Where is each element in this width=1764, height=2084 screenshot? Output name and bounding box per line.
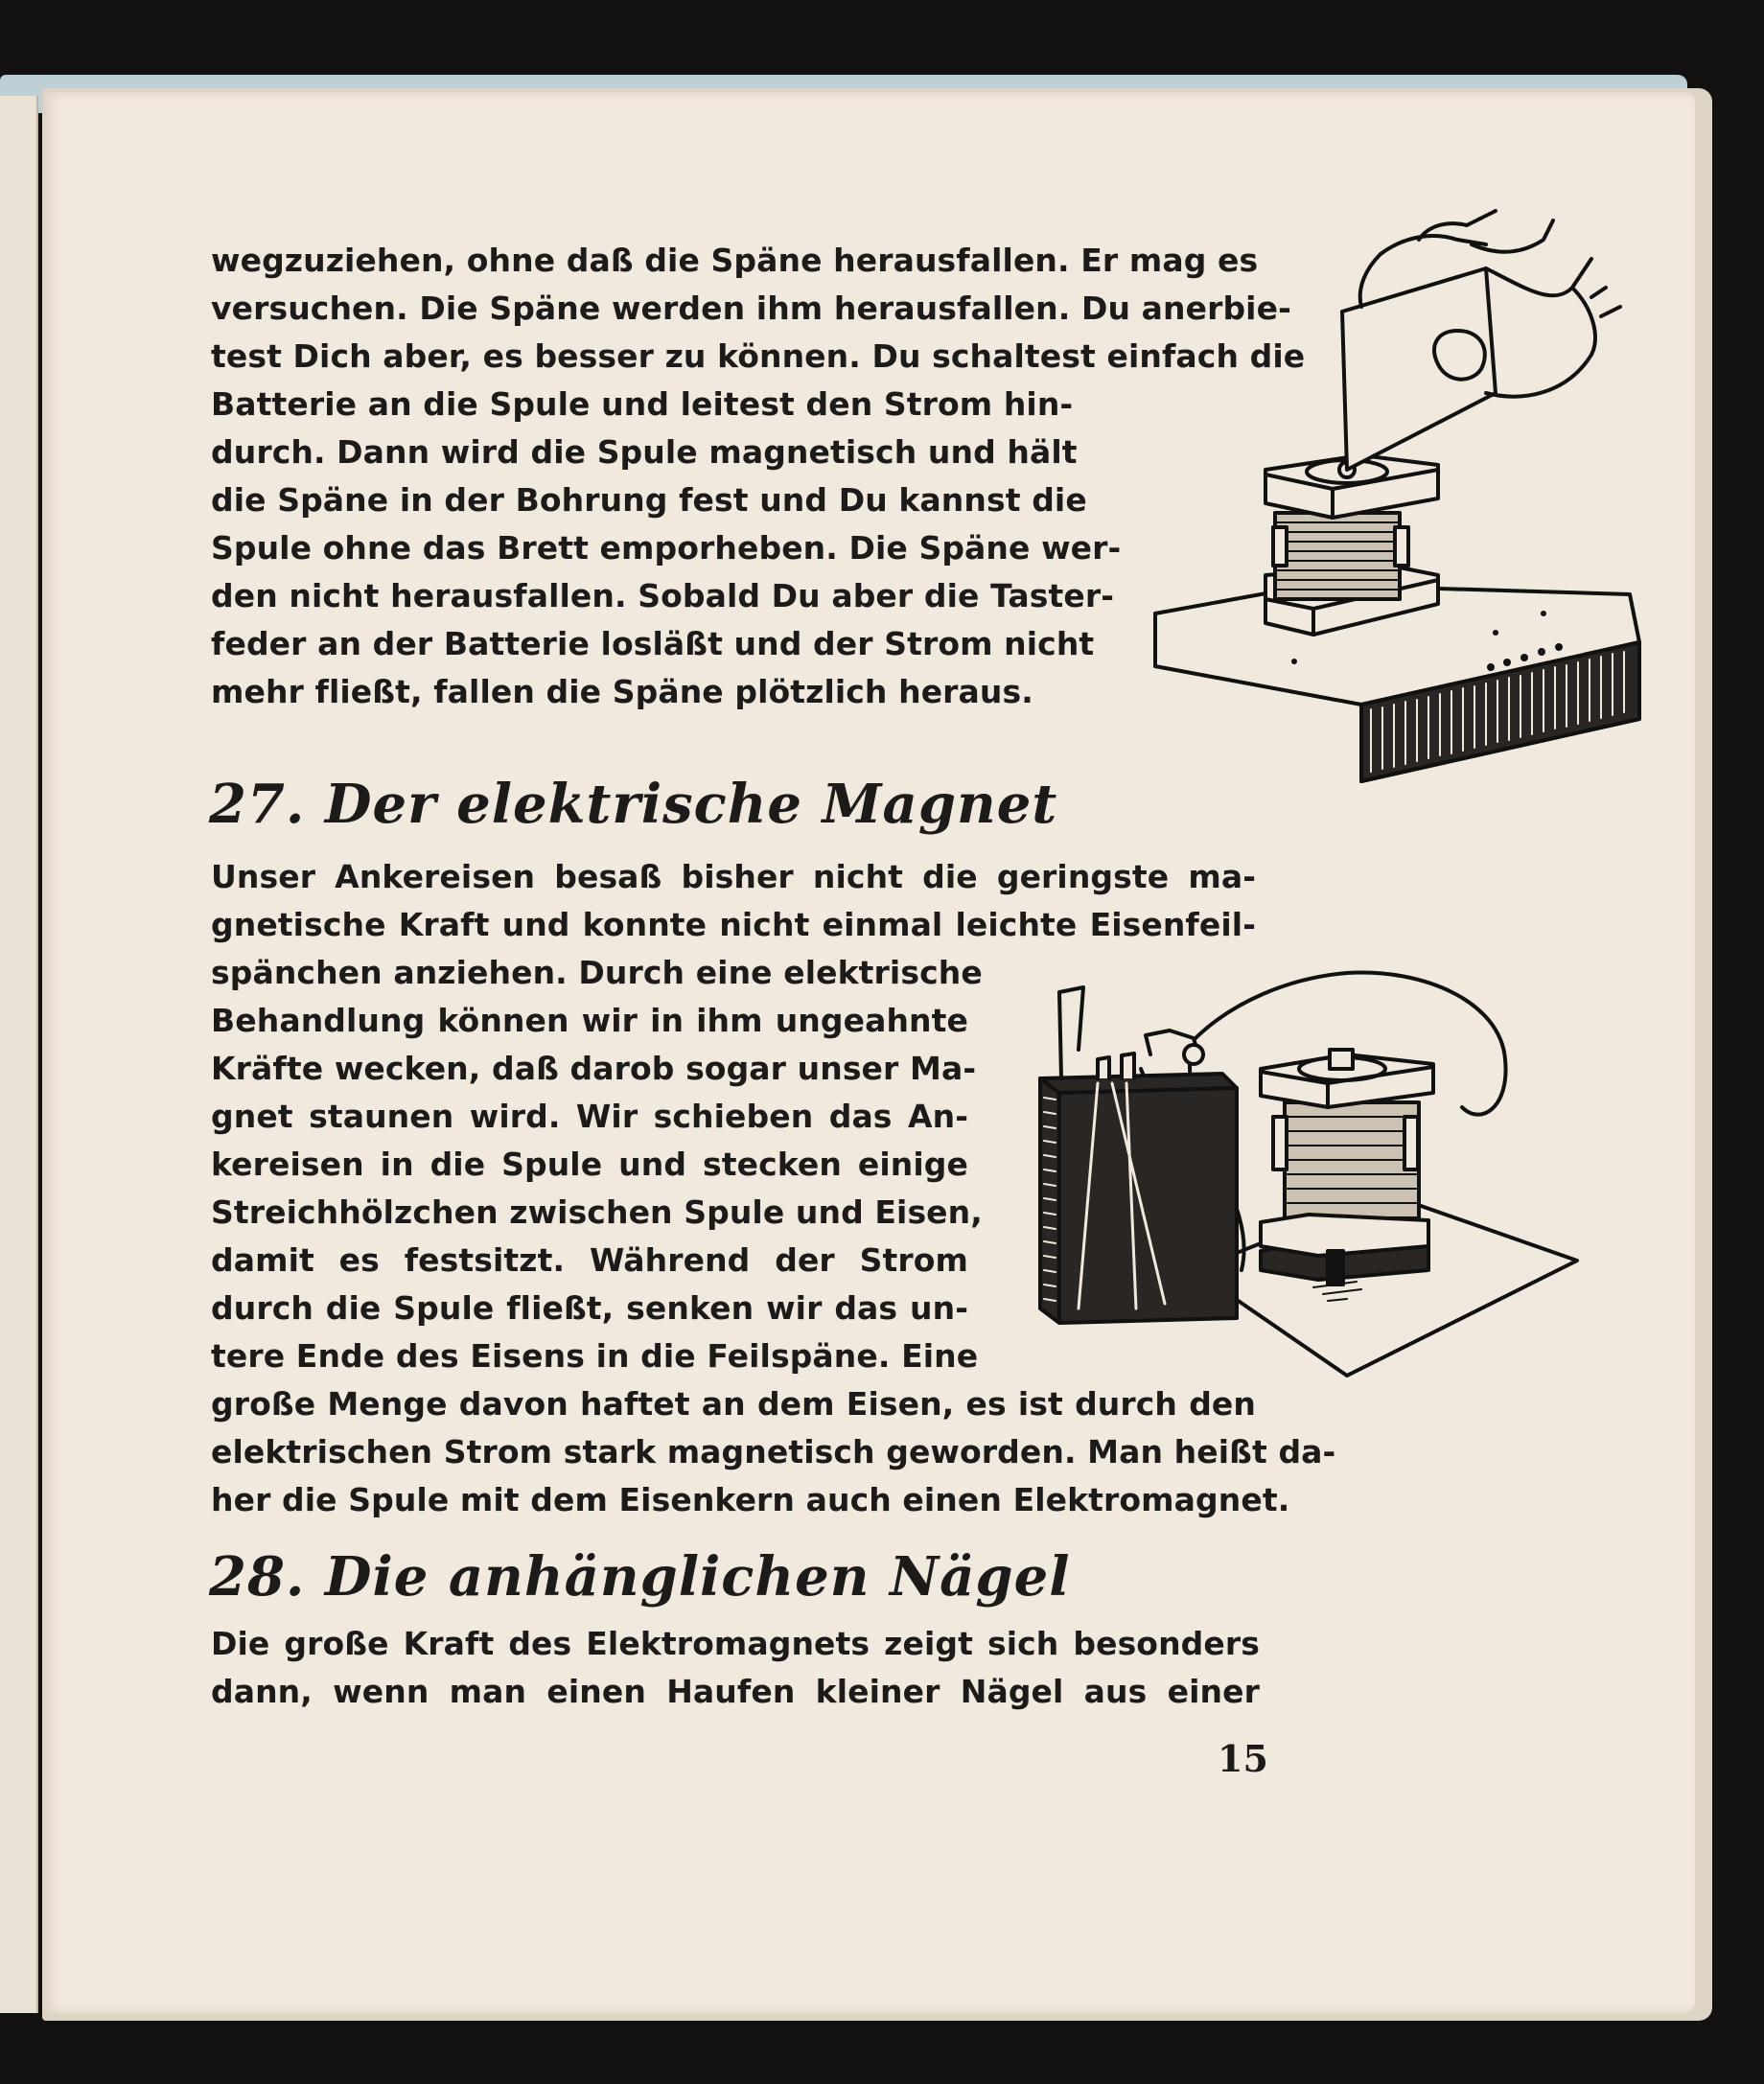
text-line: Spule ohne das Brett emporheben. Die Späne wer- [211, 529, 1122, 567]
text-line: mehr fließt, fallen die Späne plötzlich heraus. [211, 673, 1033, 710]
text-line: durch die Spule fließt, senken wir das un- [211, 1289, 968, 1327]
text-line: tere Ende des Eisens in die Feilspäne. Eine [211, 1337, 979, 1375]
text-line: den nicht herausfallen. Sobald Du aber die Taster- [211, 577, 1115, 614]
left-page-edge [0, 96, 38, 2013]
text-line: dann, wenn man einen Haufen kleiner Nägel aus einer [211, 1673, 1260, 1710]
illustration-electromagnet [1002, 963, 1587, 1385]
text-line: gnetische Kraft und konnte nicht einmal leichte Eisenfeil- [211, 906, 1256, 943]
text-line: spänchen anziehen. Durch eine elektrische [211, 954, 983, 991]
text-line: feder an der Batterie losläßt und der Strom nicht [211, 625, 1095, 662]
text-line: Kräfte wecken, daß darob sogar unser Ma- [211, 1050, 977, 1087]
text-line: Streichhölzchen zwischen Spule und Eisen, [211, 1193, 983, 1231]
text-line: große Menge davon haftet an dem Eisen, es ist durch den [211, 1385, 1256, 1423]
text-line: elektrischen Strom stark magnetisch geworden. Man heißt da- [211, 1433, 1336, 1470]
text-line: versuchen. Die Späne werden ihm herausfallen. Du anerbie- [211, 289, 1291, 327]
text-line: Behandlung können wir in ihm ungeahnte [211, 1002, 968, 1039]
illustration-coil-lift [1141, 201, 1659, 796]
text-line: kereisen in die Spule und stecken einige [211, 1146, 968, 1183]
text-line: her die Spule mit dem Eisenkern auch einen Elektromagnet. [211, 1481, 1290, 1518]
page-number: 15 [1218, 1737, 1268, 1780]
text-line: die Späne in der Bohrung fest und Du kannst die [211, 481, 1087, 519]
text-line: Batterie an die Spule und leitest den Strom hin- [211, 385, 1074, 423]
paragraph-intro [211, 237, 1306, 716]
text-line: Die große Kraft des Elektromagnets zeigt sich besonders [211, 1625, 1260, 1662]
text-line: durch. Dann wird die Spule magnetisch und hält [211, 433, 1078, 471]
text-line: test Dich aber, es besser zu können. Du schaltest einfach die [211, 337, 1306, 375]
text-line: wegzuziehen, ohne daß die Späne herausfallen. Er mag es [211, 242, 1259, 279]
text-line: Unser Ankereisen besaß bisher nicht die geringste ma- [211, 858, 1256, 895]
text-line: gnet staunen wird. Wir schieben das An- [211, 1098, 968, 1135]
text-line: damit es festsitzt. Während der Strom [211, 1241, 968, 1279]
section-28-heading: 28. Die anhänglichen Nägel [209, 1545, 1071, 1609]
section-28-paragraph [211, 1620, 1260, 1716]
section-27-heading: 27. Der elektrische Magnet [209, 773, 1058, 836]
